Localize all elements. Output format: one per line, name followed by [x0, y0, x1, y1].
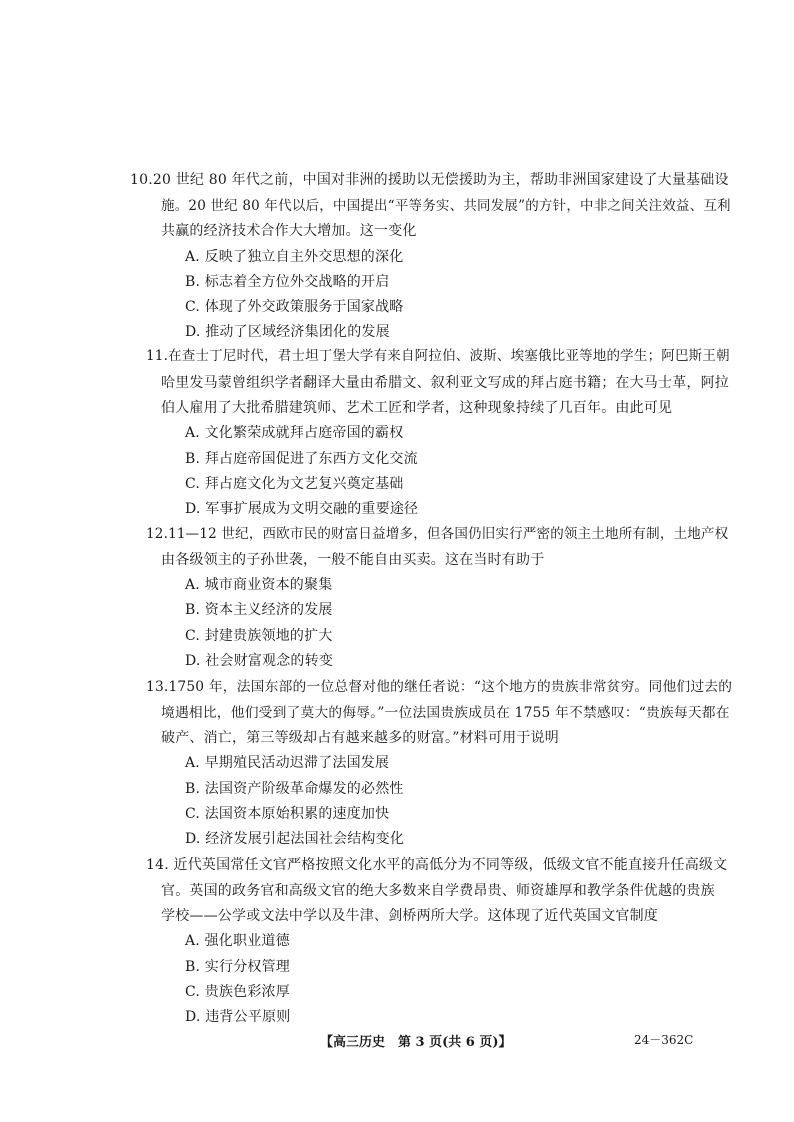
- option-b: B. 法国资产阶级革命爆发的必然性: [185, 781, 404, 797]
- option-d: D. 社会财富观念的转变: [185, 653, 334, 669]
- option-c: C. 贵族色彩浓厚: [185, 984, 290, 1000]
- question-stem-line: 13.1750 年，法国东部的一位总督对他的继任者说：“这个地方的贵族非常贫穷。同他们过去的: [146, 679, 733, 695]
- question-stem-line: 10.20 世纪 80 年代之前，中国对非洲的援助以无偿援助为主，帮助非洲国家建设了大量基础设: [130, 172, 729, 188]
- question-stem-line: 共赢的经济技术合作大大增加。这一变化: [161, 223, 417, 239]
- question-stem-line: 官。英国的政务官和高级文官的绝大多数来自学费昂贵、师资雄厚和教学条件优越的贵族: [161, 883, 715, 899]
- question-stem-line: 14. 近代英国常任文官严格按照文化水平的高低分为不同等级，低级文官不能直接升任高级文: [146, 857, 728, 873]
- option-d: D. 军事扩展成为文明交融的重要途径: [185, 501, 419, 517]
- question-stem-line: 伯人雇用了大批希腊建筑师、艺术工匠和学者，这种现象持续了几百年。由此可见: [161, 400, 673, 416]
- exam-code: 24－362C: [634, 1033, 694, 1047]
- option-d: D. 经济发展引起法国社会结构变化: [185, 831, 405, 847]
- question-stem-line: 境遇相比，他们受到了莫大的侮辱。”一位法国贵族成员在 1755 年不禁感叹：“贵族每天都在: [161, 705, 730, 721]
- option-a: A. 城市商业资本的聚集: [185, 577, 333, 593]
- option-d: D. 违背公平原则: [185, 1009, 291, 1025]
- question-stem-line: 学校——公学或文法中学以及牛津、剑桥两所大学。这体现了近代英国文官制度: [161, 908, 658, 924]
- page-footer-title: 【高三历史 第 3 页(共 6 页)】: [320, 1035, 512, 1050]
- option-b: B. 拜占庭帝国促进了东西方文化交流: [185, 451, 418, 467]
- option-d: D. 推动了区域经济集团化的发展: [185, 324, 390, 340]
- option-c: C. 拜占庭文化为文艺复兴奠定基础: [185, 476, 404, 492]
- option-a: A. 早期殖民活动迟滞了法国发展: [185, 755, 390, 771]
- option-a: A. 强化职业道德: [185, 933, 290, 949]
- option-c: C. 法国资本原始积累的速度加快: [185, 806, 390, 822]
- option-b: B. 资本主义经济的发展: [185, 602, 333, 618]
- option-b: B. 实行分权管理: [185, 959, 290, 975]
- option-c: C. 封建贵族领地的扩大: [185, 628, 333, 644]
- question-stem-line: 破产、消亡，第三等级却占有越来越多的财富。”材料可用于说明: [161, 730, 559, 746]
- option-a: A. 反映了独立自主外交思想的深化: [185, 249, 404, 265]
- question-stem-line: 哈里发马蒙曾组织学者翻译大量由希腊文、叙利亚文写成的拜占庭书籍；在大马士革，阿拉: [161, 375, 729, 391]
- option-c: C. 体现了外交政策服务于国家战略: [185, 299, 404, 315]
- question-stem-line: 由各级领主的子孙世袭，一般不能自由买卖。这在当时有助于: [161, 552, 545, 568]
- option-b: B. 标志着全方位外交战略的开启: [185, 274, 390, 290]
- question-stem-line: 12.11—12 世纪，西欧市民的财富日益增多，但各国仍旧实行严密的领主土地所有制，土地产权: [146, 526, 729, 542]
- option-a: A. 文化繁荣成就拜占庭帝国的霸权: [185, 425, 404, 441]
- question-stem-line: 11.在查士丁尼时代，君士坦丁堡大学有来自阿拉伯、波斯、埃塞俄比亚等地的学生；阿巴斯王朝: [146, 348, 730, 364]
- question-stem-line: 施。20 世纪 80 年代以后，中国提出“平等务实、共同发展”的方针，中非之间关注效益、互利: [161, 198, 731, 214]
